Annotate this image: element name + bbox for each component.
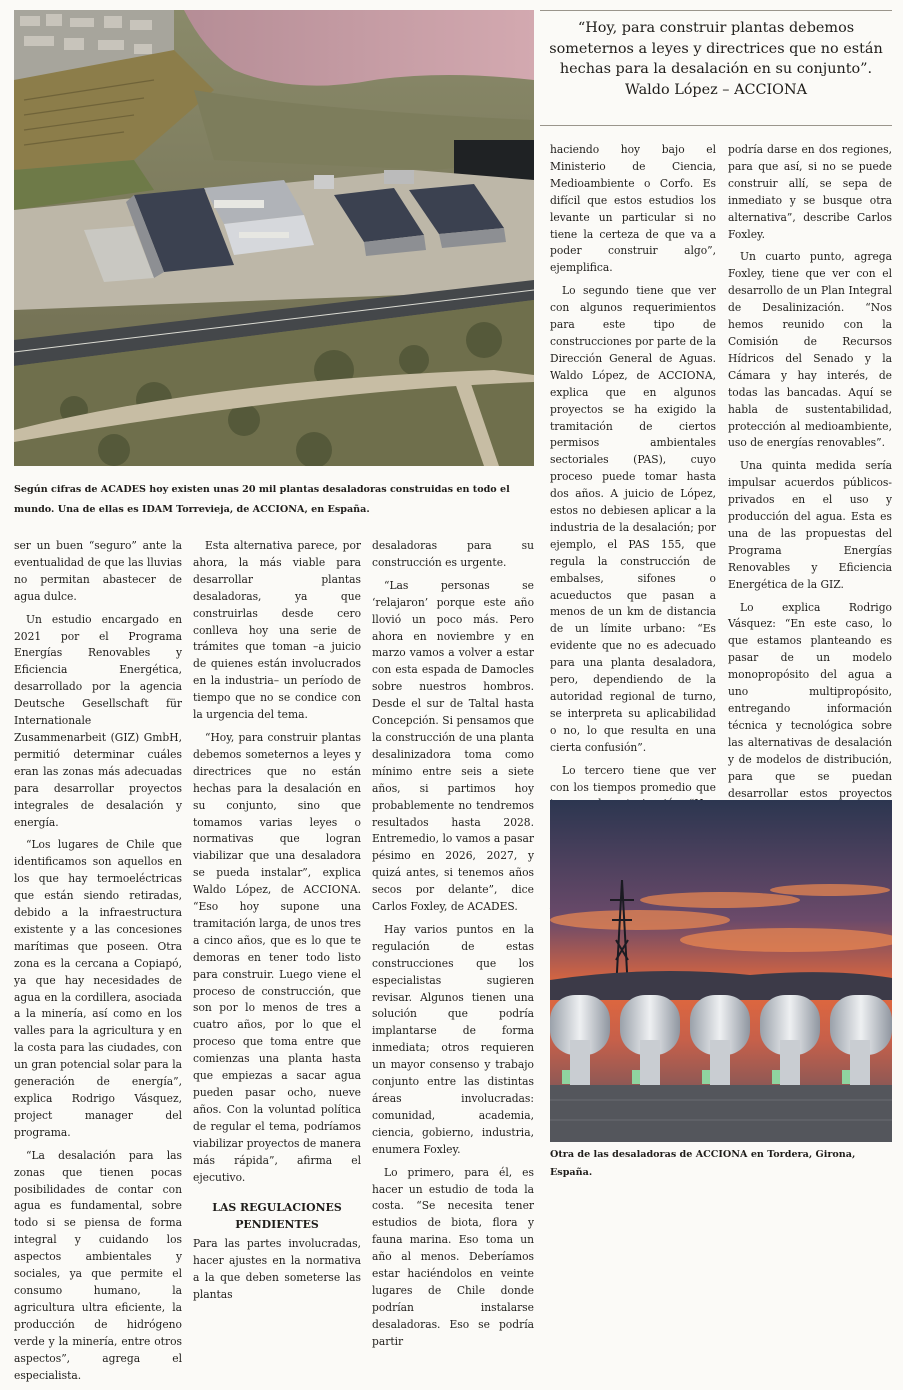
paragraph: Para las partes involucradas, hacer ajustes en la normativa a la que deben someterse las plantas bbox=[193, 1237, 361, 1301]
quote-text: “Hoy, para construir plantas debemos someternos a leyes y directrices que no están hechas para la desalación en su conjunto”. bbox=[549, 20, 883, 77]
paragraph: Una quinta medida sería impulsar acuerdos públicos-privados en el uso y producción del agua. Esta es una de las propuestas del Programa Energías Renovables y Eficiencia Energética de la GIZ. bbox=[728, 459, 892, 591]
paragraph: “Hoy, para construir plantas debemos someternos a leyes y directrices que no están hechas para la desalación en su conjunto, sino que tomamos varias leyes o normativas que logran viabilizar que una desaladora se pueda instalar”, explica Waldo López, de ACCIONA. “Eso hoy supone una tramitación larga, de unos tres a cinco años, que es lo que te demoras en tener todo listo para construir. Luego viene el proceso de construcción, que son por lo menos de tres a cuatro años, por lo que el proceso que toma entre que comienzas una planta hasta que empiezas a sacar agua pueden pasar ocho, nueve años. Con la voluntad política de regular el tema, podríamos viabilizar proyectos de manera más rápida”, afirma el ejecutivo. bbox=[193, 730, 361, 1184]
paragraph: podría darse en dos regiones, para que así, si no se puede construir allí, se sepa de inmediato y se busque otra alternativa”, describe Carlos Foxley. bbox=[728, 143, 892, 241]
quote-bottom-rule bbox=[540, 125, 892, 126]
quote-top-rule bbox=[540, 10, 892, 11]
paragraph: Hay varios puntos en la regulación de estas construcciones que los especialistas sugieren revisar. Algunos tienen una solución que podría implantarse de forma inmediata; otros requieren un mayor consenso y trabajo conjunto entre las distintas áreas involucradas: comunidad, academia, ciencia, gobierno, industria, enumera Foxley. bbox=[372, 922, 534, 1156]
article-column-3 bbox=[372, 538, 534, 1357]
paragraph: Lo tercero tiene que ver con los tiempos promedio que bbox=[550, 763, 716, 794]
paragraph: Un cuarto punto, agrega Foxley, tiene que ver con el desarrollo de un Plan Integral de Desalinización. “Nos hemos reunido con la Comisión de Recursos Hídricos del Senado y la Cámara y hay interés, de todas las bancadas. Aquí se habla de sustentabilidad, protección al medioambiente, uso de energías renovables”. bbox=[728, 250, 892, 450]
paragraph: Lo explica Rodrigo Vásquez: “En este caso, lo que estamos planteando es pasar de un modelo monopropósito del agua a uno multipropósito, entregando información técnica y tecnológica sobre las alternativas de desalación y de modelos de distribución, para que se puedan desarrollar estos proyectos bbox=[728, 600, 892, 800]
paragraph: Lo segundo tiene que ver con algunos requerimientos para este tipo de construcciones por parte de la Dirección General de Aguas. Waldo López, de ACCIONA, explica que en algunos proyectos se ha exigido la tramitación de ciertos permisos ambientales sectoriales (PAS), cuyo proceso puede tomar hasta dos años. A juicio de López, estos no debiesen aplicar a la industria de la desalación; por ejemplo, el PAS 155, que regula la construcción de embalses, sifones o acueductos que pasan a menos de un km de distancia de un límite urbano: “Es evidente que no es adecuado para una planta desaladora, pero, dependiendo de la autoridad regional de turno, se interpreta su aplicabilidad o no, lo que resulta en una cierta confusión”. bbox=[550, 284, 716, 754]
section-subhead: LAS REGULACIONES PENDIENTES bbox=[212, 1201, 342, 1232]
paragraph: “Las personas se ‘relajaron’ porque este año llovió un poco más. Pero ahora en noviembre y en marzo vamos a volver a estar con esta espada de Damocles sobre nuestros hombros. Desde el sur de Taltal hasta Concepción. Si pensamos que la construcción de una planta desalinizadora toma como mínimo entre seis a siete años, si partimos hoy probablemente no tendremos resultados hasta 2028. Entremedio, lo vamos a pasar pésimo en 2026, 2027, y quizá antes, si tenemos años secos por delante”, dice Carlos Foxley, de ACADES. bbox=[372, 578, 534, 914]
paragraph: Esta alternativa parece, por ahora, la más viable para desarrollar plantas desaladoras, ya que construirlas desde cero conlleva hoy una serie de trámites que toman –a juicio de quienes están involucrados en la industria– un período de tiempo que no se condice con la urgencia del tema. bbox=[193, 539, 361, 722]
paragraph: haciendo hoy bajo el Ministerio de Ciencia, Medioambiente o Corfo. Es difícil que estos estudios los levante un particular si no tiene la certeza de que va a poder construir algo”, ejemplifica. bbox=[550, 143, 716, 275]
pull-quote bbox=[540, 18, 892, 100]
bottom-photo-caption: Otra de las desaladoras de ACCIONA en Tordera, Girona, España. bbox=[550, 1149, 856, 1178]
paragraph: Lo primero, para él, es hacer un estudio de toda la costa. “Se necesita tener estudios de biota, flora y fauna marina. Eso toma un año al menos. Deberíamos estar haciéndolos en veinte lugares de Chile donde podrían instalarse desaladoras. Eso se podría partir bbox=[372, 1165, 534, 1348]
paragraph: “Los lugares de Chile que identificamos son aquellos en los que hay termoeléctricas que están siendo retiradas, debido a la infraestructura existente y a las concesiones marítimas que poseen. Otra zona es la cercana a Copiapó, ya que hay necesidades de agua en la cordillera, asociada a la minería, así como en los valles para la agricultura y en la costa para las ciudades, con un gran potencial solar para la generación de energía”, explica Rodrigo Vásquez, project manager del programa. bbox=[14, 838, 182, 1139]
paragraph: Un estudio encargado en 2021 por el Programa Energías Renovables y Eficiencia Energética, desarrollado por la agencia Deutsche Gesellschaft für Internationale Zusammenarbeit (GIZ) GmbH, permitió determinar cuáles eran las zonas más adecuadas para desarrollar proyectos integrales de desalación y energía. bbox=[14, 612, 182, 829]
sunset-plant-photo bbox=[550, 800, 892, 1142]
paragraph: ser un buen “seguro” ante la eventualidad de que las lluvias no permitan abastecer de agua dulce. bbox=[14, 539, 182, 603]
article-column-2 bbox=[193, 538, 361, 1310]
article-column-1 bbox=[14, 538, 182, 1390]
paragraph: “La desalación para las zonas que tienen pocas posibilidades de contar con agua es fundamental, sobre todo si se piensa de forma integral y cuidando los aspectos ambientales y sociales, ya que permite el consumo humano, la agricultura ultra eficiente, la producción de hidrógeno verde y la minería, entre otros aspectos”, agrega el especialista. bbox=[14, 1148, 182, 1382]
quote-author: Waldo López – ACCIONA bbox=[625, 81, 807, 98]
aerial-plant-photo bbox=[14, 10, 534, 466]
top-photo-caption: Según cifras de ACADES hoy existen unas 20 mil plantas desaladoras construidas en todo el mundo. Una de ellas es IDAM Torrevieja, de ACCIONA, en España. bbox=[14, 484, 510, 515]
paragraph: desaladoras para su construcción es urgente. bbox=[372, 539, 534, 569]
